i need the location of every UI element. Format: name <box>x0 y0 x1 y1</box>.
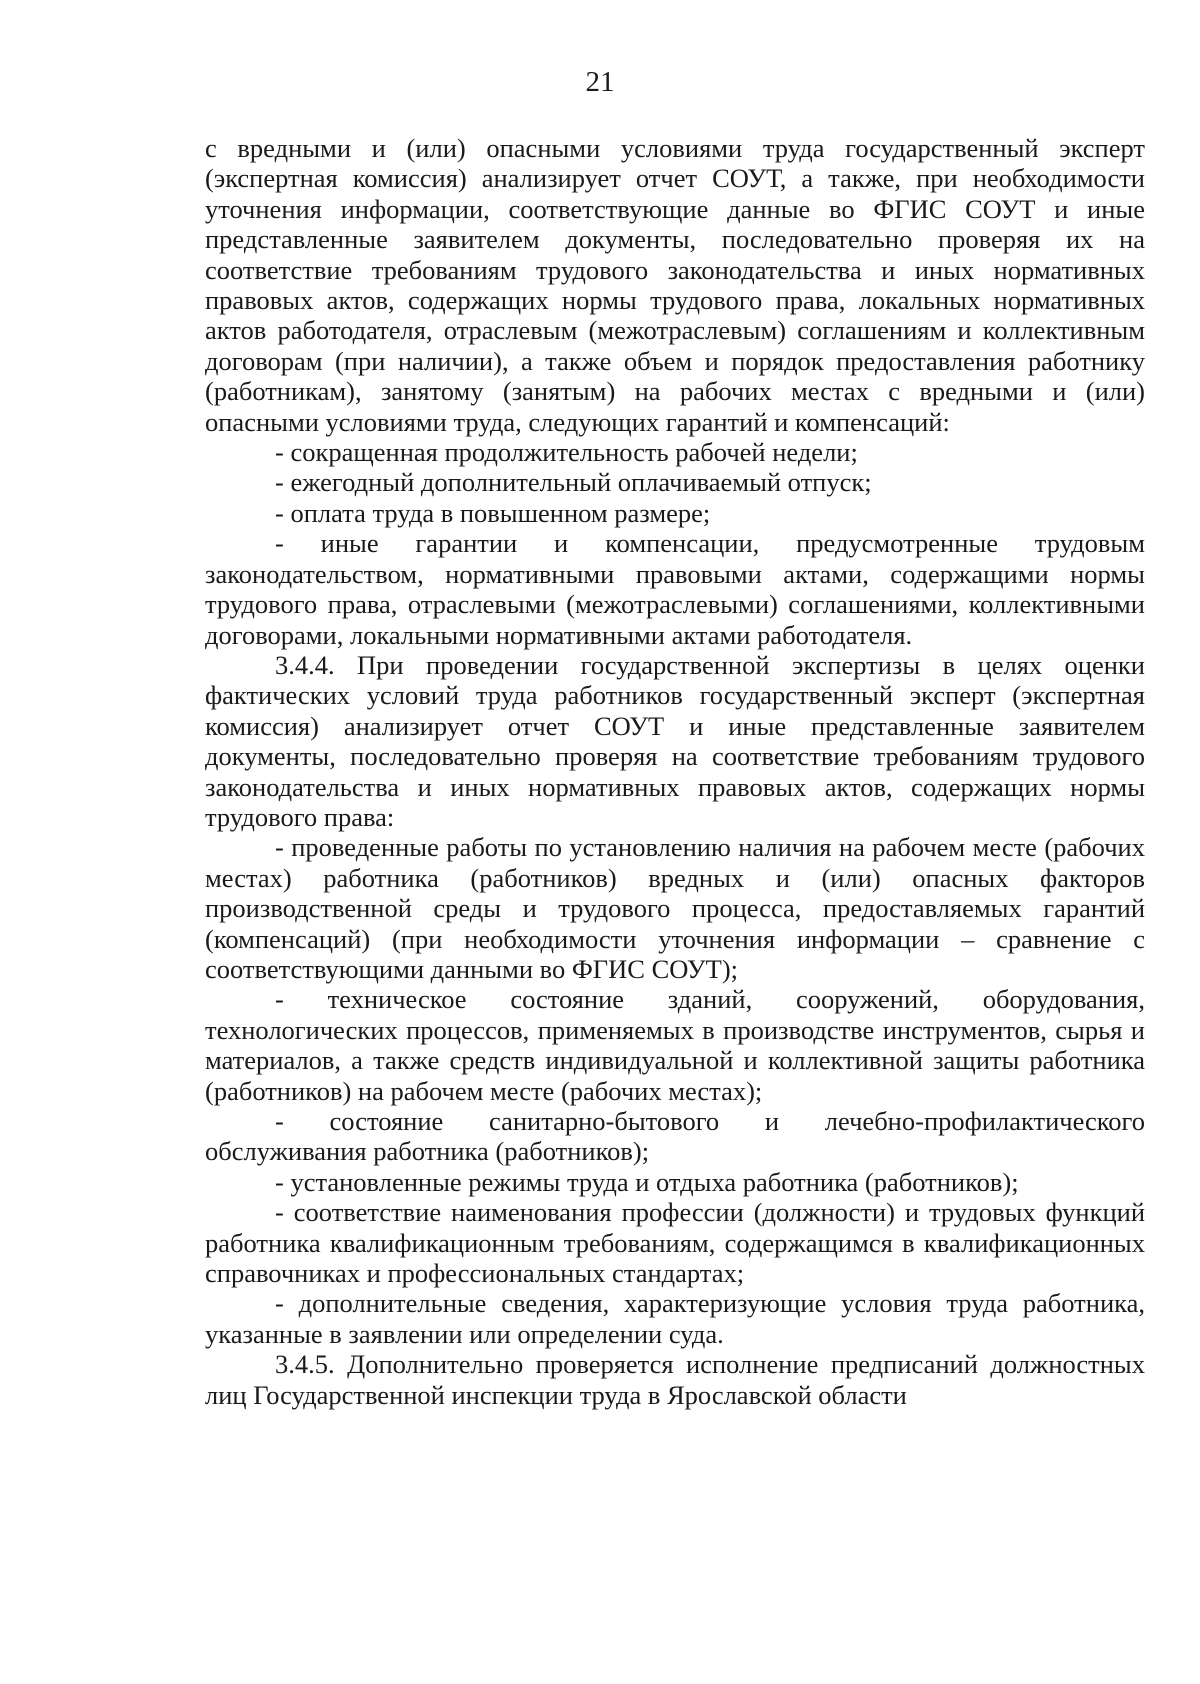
list-item-work-rest-regimes: - установленные режимы труда и отдыха работника (работников); <box>275 1166 1019 1197</box>
list-item-other-guarantees: - иные гарантии и компенсации, предусмотренные трудовым законодательством, нормативными правовыми актами, содержащими нормы трудового права, отраслевыми (межотраслевыми) соглашениями, коллективными договорами, локальными нормативными актами работодателя. <box>205 528 1145 650</box>
list-item-profession-compliance: - соответствие наименования профессии (должности) и трудовых функций работника квалификационным требованиям, содержащимся в квалификационных справочниках и профессиональных стандартах; <box>205 1197 1145 1289</box>
list-item-sanitary-service: - состояние санитарно-бытового и лечебно-профилактического обслуживания работника (работников); <box>205 1106 1145 1167</box>
list-item-increased-pay: - оплата труда в повышенном размере; <box>275 497 711 528</box>
list-item-reduced-week: - сокращенная продолжительность рабочей недели; <box>275 437 858 468</box>
list-item-additional-info: - дополнительные сведения, характеризующие условия труда работника, указанные в заявлении или определении суда. <box>205 1288 1145 1349</box>
list-item-additional-leave: - ежегодный дополнительный оплачиваемый отпуск; <box>275 467 872 498</box>
paragraph-3-4-5: 3.4.5. Дополнительно проверяется исполнение предписаний должностных лиц Государственной инспекции труда в Ярославской области <box>205 1349 1145 1410</box>
document-body <box>205 133 1145 1410</box>
paragraph-continuation: с вредными и (или) опасными условиями труда государственный эксперт (экспертная комиссия) анализирует отчет СОУТ, а также, при необходимости уточнения информации, соответствующие данные во ФГИС СОУТ и иные представленные заявителем документы, последовательно проверяя их на соответствие требованиям трудового законодательства и иных нормативных правовых актов, содержащих нормы трудового права, локальных нормативных актов работодателя, отраслевым (межотраслевым) соглашениям и коллективным договорам (при наличии), а также объем и порядок предоставления работнику (работникам), занятому (занятым) на рабочих местах с вредными и (или) опасными условиями труда, следующих гарантий и компенсаций: <box>205 133 1145 437</box>
list-item-conducted-works: - проведенные работы по установлению наличия на рабочем месте (рабочих местах) работника (работников) вредных и (или) опасных факторов производственной среды и трудового процесса, предоставляемых гарантий (компенсаций) (при необходимости уточнения информации – сравнение с соответствующими данными во ФГИС СОУТ); <box>205 832 1145 984</box>
paragraph-3-4-4: 3.4.4. При проведении государственной экспертизы в целях оценки фактических условий труда работников государственный эксперт (экспертная комиссия) анализирует отчет СОУТ и иные представленные заявителем документы, последовательно проверяя на соответствие требованиям трудового законодательства и иных нормативных правовых актов, содержащих нормы трудового права: <box>205 649 1145 832</box>
list-item-technical-state: - техническое состояние зданий, сооружений, оборудования, технологических процессов, применяемых в производстве инструментов, сырья и материалов, а также средств индивидуальной и коллективной защиты работника (работников) на рабочем месте (рабочих местах); <box>205 984 1145 1106</box>
page-number: 21 <box>585 66 615 98</box>
